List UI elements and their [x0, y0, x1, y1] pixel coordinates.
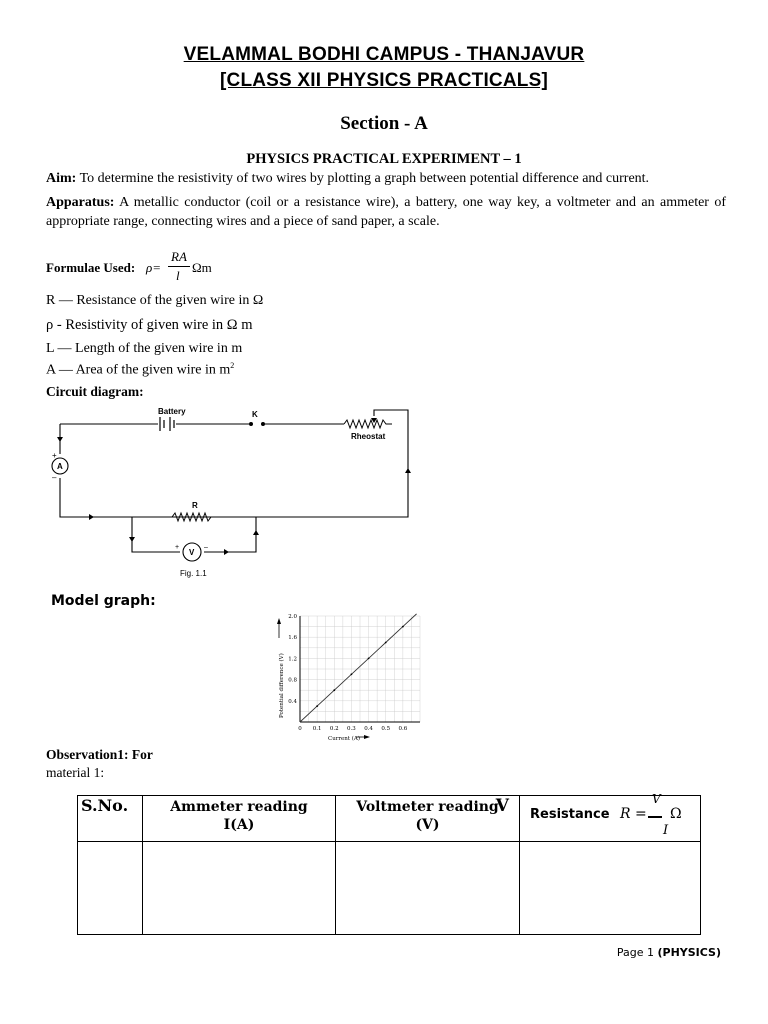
observation-subheading: material 1:	[46, 765, 105, 780]
col-sno	[78, 796, 143, 842]
data-point	[333, 689, 335, 691]
cell-ammeter	[143, 842, 336, 935]
formula-denominator: l	[176, 268, 180, 283]
cell-voltmeter	[336, 842, 520, 935]
current-direction-arrows	[57, 437, 411, 555]
x-tick-label: 0.4	[364, 726, 373, 732]
footer-subject: (PHYSICS)	[657, 946, 721, 959]
battery-icon	[160, 417, 174, 431]
aim-paragraph	[46, 169, 726, 188]
x-tick-label: 0.6	[398, 726, 408, 732]
y-tick-label: 0.8	[288, 677, 297, 684]
ammeter-label: A	[57, 462, 63, 471]
apparatus-text: A metallic conductor (coil or a resistance wire), a battery, one way key, a voltmeter and an ammeter of appropriate range, connecting wires and a piece of sand paper, a scale.	[46, 195, 726, 229]
x-tick-label: 0	[298, 726, 302, 732]
data-point	[316, 705, 318, 707]
experiment-title: PHYSICS PRACTICAL EXPERIMENT – 1	[246, 151, 522, 167]
rheostat-icon	[344, 420, 392, 428]
footer-page: Page 1	[616, 946, 658, 959]
voltmeter-label: V	[189, 548, 195, 557]
arrow-bottom-2-icon	[224, 549, 229, 555]
y-tick-label: 1.2	[288, 656, 297, 663]
y-tick-labels	[288, 614, 297, 705]
y-axis-label: Potential difference (V)	[279, 653, 285, 718]
apparatus-paragraph	[46, 193, 726, 231]
y-tick-label: 1.6	[288, 635, 297, 642]
figure-caption: Fig. 1.1	[180, 569, 207, 578]
battery-label: Battery	[158, 407, 186, 416]
legend-r: R — Resistance of the given wire in Ω	[46, 293, 264, 308]
col-sno-label: S.No.	[81, 796, 129, 815]
table-header-row	[78, 796, 701, 842]
key-contact-right-icon	[261, 422, 265, 426]
wire-voltmeter-right	[204, 517, 256, 552]
ammeter-plus: +	[52, 451, 57, 460]
section-title: Section - A	[340, 113, 428, 134]
rheostat-label: Rheostat	[351, 432, 386, 441]
data-point	[368, 658, 370, 660]
resistance-r: R =	[620, 806, 647, 822]
table-row	[78, 842, 701, 935]
x-tick-label: 0.3	[347, 726, 356, 732]
ammeter-minus: –	[52, 473, 57, 482]
formula-unit: Ωm	[192, 260, 212, 275]
col-ammeter	[143, 796, 336, 842]
formula-label: Formulae Used:	[46, 260, 136, 275]
key-label: K	[252, 410, 258, 419]
x-axis-label: Current (A)	[328, 736, 361, 742]
resistor-label: R	[192, 501, 198, 510]
observation-table	[77, 792, 701, 935]
legend-l: L — Length of the given wire in m	[46, 341, 243, 356]
col-resistance-label: Resistance	[530, 807, 610, 822]
resistance-v: V	[652, 792, 661, 806]
x-tick-label: 0.1	[312, 726, 322, 732]
wire-voltmeter-left	[132, 517, 180, 552]
cell-resistance	[520, 842, 701, 935]
legend-a-exponent: 2	[230, 361, 235, 370]
arrow-vright-icon	[253, 530, 259, 535]
aim-text: To determine the resistivity of two wires by plotting a graph between potential difference and current.	[76, 171, 650, 186]
col-ammeter-label: Ammeter reading	[170, 799, 308, 815]
col-voltmeter-label: Voltmeter reading	[356, 799, 499, 815]
aim-label: Aim:	[46, 171, 77, 186]
cell-sno	[78, 842, 143, 935]
arrow-right-icon	[405, 468, 411, 473]
col-ammeter-unit: I(A)	[223, 817, 255, 833]
arrow-vleft-icon	[129, 537, 135, 542]
data-point	[351, 673, 353, 675]
page-footer	[617, 946, 721, 959]
arrow-bottom-1-icon	[89, 514, 94, 520]
model-graph	[270, 610, 435, 745]
x-tick-label: 0.2	[329, 726, 339, 732]
stray-v-mark: V	[495, 796, 509, 816]
circuit-heading: Circuit diagram:	[46, 384, 144, 399]
voltmeter-plus: +	[175, 544, 180, 551]
arrow-left-icon	[57, 437, 63, 442]
x-tick-label: 0.5	[381, 726, 391, 732]
formula-numerator: RA	[171, 249, 187, 264]
key-contact-left-icon	[249, 422, 253, 426]
data-point	[385, 642, 387, 644]
x-tick-labels	[298, 726, 407, 732]
legend-a	[46, 356, 234, 380]
data-point	[402, 626, 404, 628]
col-resistance	[520, 792, 701, 842]
col-voltmeter	[336, 796, 520, 842]
resistance-unit: Ω	[670, 806, 682, 822]
model-graph-heading: Model graph:	[51, 593, 156, 609]
y-axis-arrow-icon	[277, 618, 281, 624]
y-tick-label: 0.4	[288, 698, 297, 705]
resistance-i: I	[663, 823, 669, 838]
class-title: [CLASS XII PHYSICS PRACTICALS]	[220, 70, 548, 91]
circuit-diagram	[44, 402, 424, 582]
legend-rho: ρ - Resistivity of given wire in Ω m	[46, 317, 253, 333]
observation-heading: Observation1: For	[46, 747, 153, 762]
school-name: VELAMMAL BODHI CAMPUS - THANJAVUR	[183, 44, 585, 65]
resistance-fraction-bar	[648, 816, 662, 818]
col-voltmeter-unit: (V)	[415, 817, 440, 833]
legend-a-text: A — Area of the given wire in m	[46, 362, 231, 378]
apparatus-label: Apparatus:	[46, 195, 115, 210]
voltmeter-minus: –	[204, 544, 208, 551]
formula-lhs: ρ=	[146, 260, 162, 275]
y-tick-label: 2.0	[288, 614, 297, 620]
